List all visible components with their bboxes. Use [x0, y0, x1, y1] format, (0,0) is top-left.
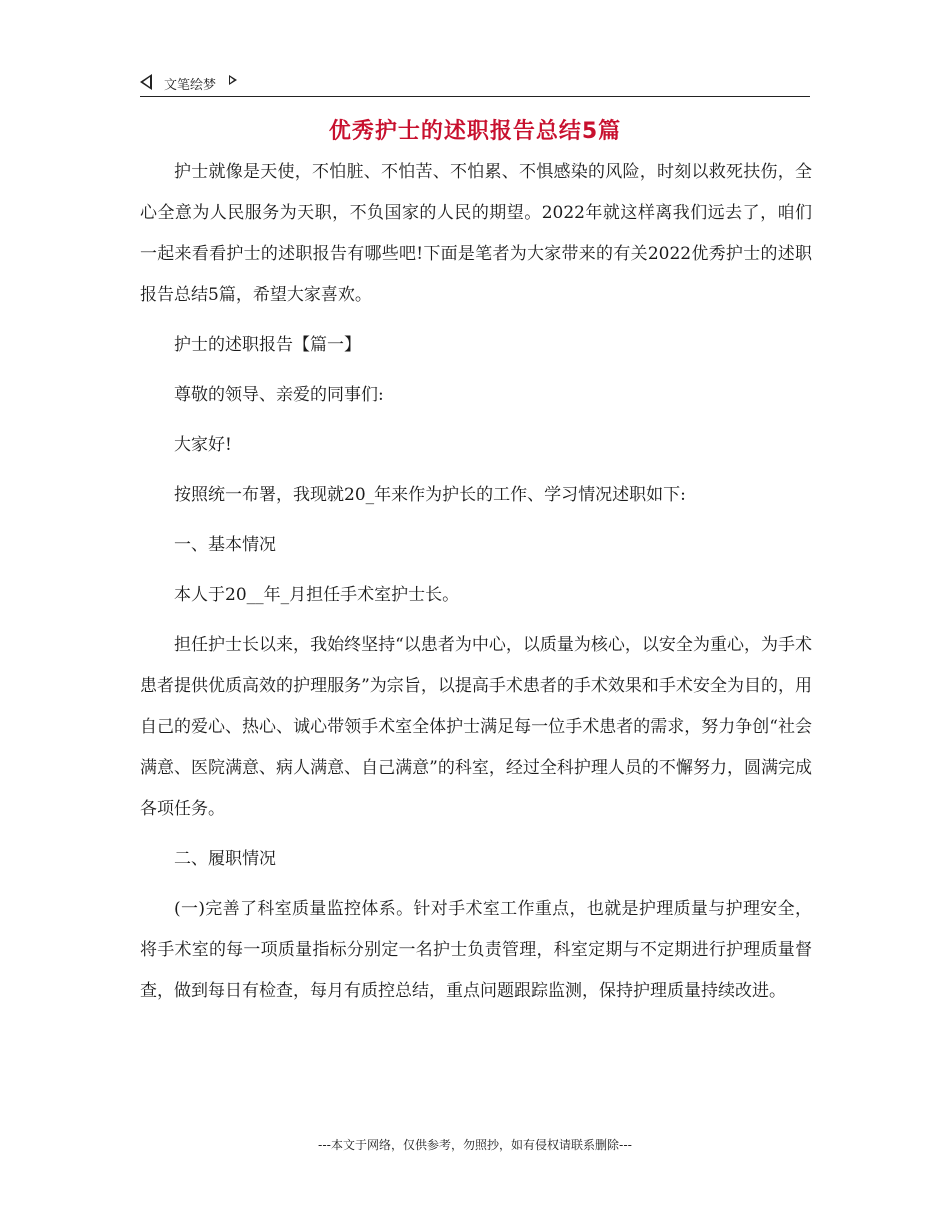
- triangle-left-icon: [140, 74, 152, 90]
- subheading-duties: 二、履职情况: [174, 849, 276, 869]
- document-body: [140, 152, 812, 1021]
- paragraph-quality-control: (一)完善了科室质量监控体系。针对手术室工作重点，也就是护理质量与护理安全，将手术室的每一项质量指标分别定一名护士负责管理，科室定期与不定期进行护理质量督查，做到每日有检查，每月有质控总结，重点问题跟踪监测，保持护理质量持续改进。: [140, 899, 812, 1001]
- salutation: 尊敬的领导、亲爱的同事们:: [174, 385, 384, 405]
- section-heading: 护士的述职报告【篇一】: [174, 335, 361, 355]
- brand-name: 文笔绘梦: [164, 78, 217, 93]
- paragraph-preface: 按照统一布署，我现就20_年来作为护长的工作、学习情况述职如下:: [174, 485, 686, 505]
- greeting: 大家好!: [174, 435, 232, 455]
- footer-notice: ---本文于网络，仅供参考，勿照抄，如有侵权请联系删除---: [318, 1138, 632, 1152]
- paragraph-appointment: 本人于20__年_月担任手术室护士长。: [174, 585, 460, 605]
- paragraph-intro: 护士就像是天使，不怕脏、不怕苦、不怕累、不惧感染的风险，时刻以救死扶伤，全心全意为人民服务为天职，不负国家的人民的期望。2022年就这样离我们远去了，咱们一起来看看护士的述职报告有哪些吧!下面是笔者为大家带来的有关2022优秀护士的述职报告总结5篇，希望大家喜欢。: [140, 162, 812, 305]
- document-title: 优秀护士的述职报告总结5篇: [328, 119, 622, 144]
- paragraph-purpose: 担任护士长以来，我始终坚持“以患者为中心，以质量为核心，以安全为重心，为手术患者提供优质高效的护理服务”为宗旨，以提高手术患者的手术效果和手术安全为目的，用自己的爱心、热心、诚心带领手术室全体护士满足每一位手术患者的需求，努力争创“社会满意、医院满意、病人满意、自己满意”的科室，经过全科护理人员的不懈努力，圆满完成各项任务。: [140, 635, 812, 819]
- triangle-right-icon: [229, 75, 237, 85]
- page-header: [140, 72, 810, 97]
- subheading-basic-info: 一、基本情况: [174, 535, 276, 555]
